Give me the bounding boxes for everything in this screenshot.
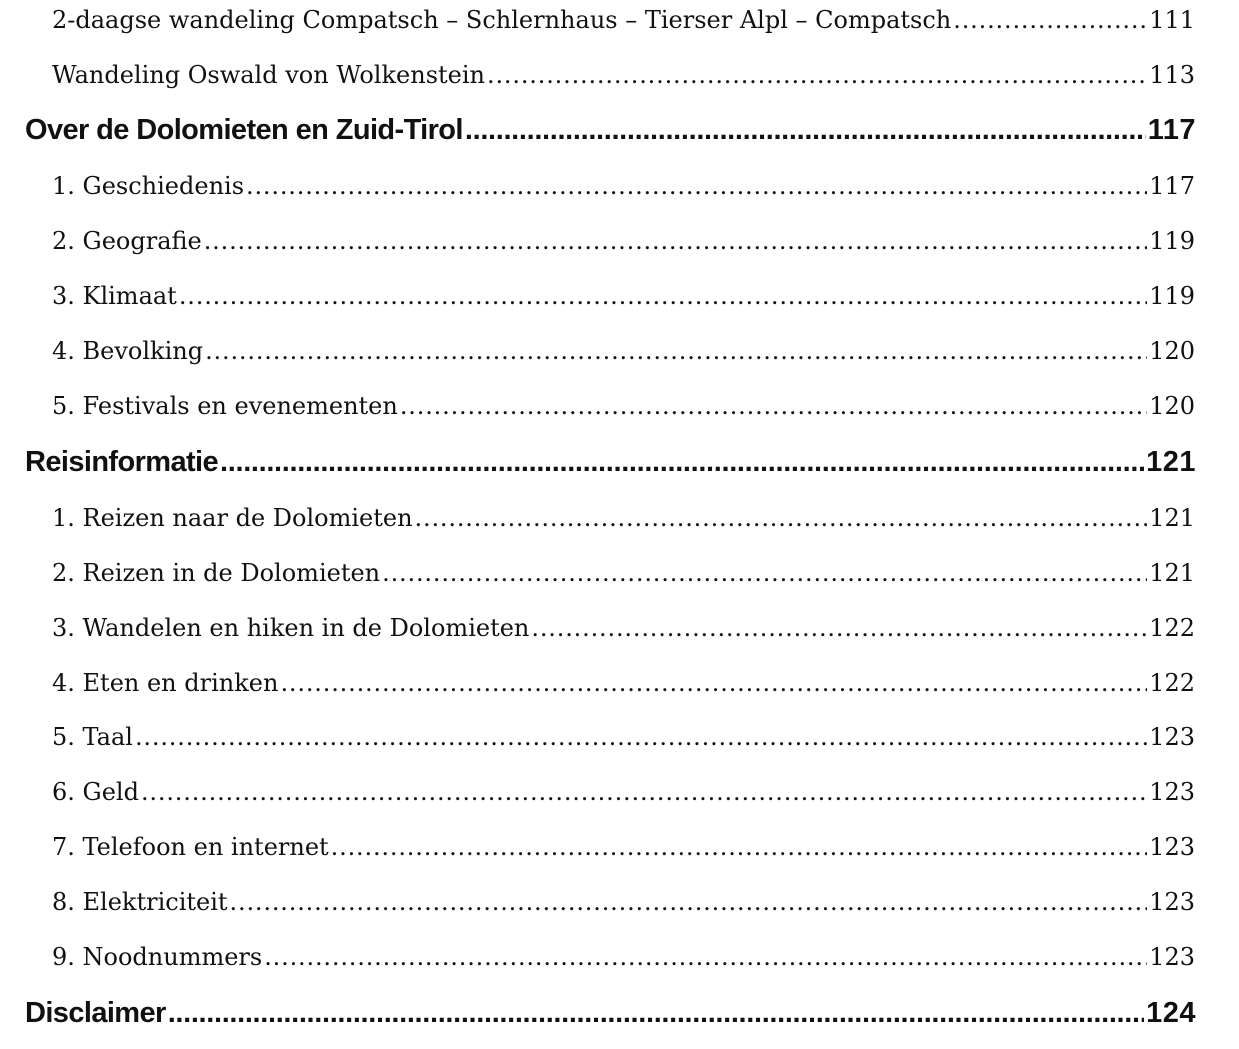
toc-entry-title: 8. Elektriciteit xyxy=(52,888,228,916)
toc-section-title: Over de Dolomieten en Zuid-Tirol xyxy=(25,114,463,146)
toc-entry[interactable] xyxy=(52,392,1195,420)
toc-leader-dots xyxy=(280,669,1147,697)
toc-entry[interactable] xyxy=(52,833,1195,861)
toc-entry[interactable] xyxy=(52,337,1195,365)
toc-leader-dots xyxy=(220,446,1144,479)
toc-entry-page: 122 xyxy=(1149,669,1195,697)
toc-entry-title: 4. Bevolking xyxy=(52,337,204,365)
toc-section-page: 121 xyxy=(1146,446,1196,478)
toc-entry-page: 113 xyxy=(1149,61,1195,89)
toc-entry[interactable] xyxy=(52,778,1195,806)
toc-entry-title: 6. Geld xyxy=(52,778,139,806)
toc-section-title: Disclaimer xyxy=(25,997,166,1029)
toc-entry[interactable] xyxy=(52,61,1195,89)
toc-entry-title: 2. Reizen in de Dolomieten xyxy=(52,559,381,587)
toc-leader-dots xyxy=(953,6,1147,34)
toc-entry[interactable] xyxy=(52,227,1195,255)
toc-leader-dots xyxy=(331,833,1148,861)
toc-entry-title: 1. Geschiedenis xyxy=(52,172,245,200)
toc-leader-dots xyxy=(382,559,1147,587)
toc-leader-dots xyxy=(531,614,1147,642)
toc-leader-dots xyxy=(465,114,1146,147)
toc-leader-dots xyxy=(400,392,1147,420)
toc-leader-dots xyxy=(415,504,1148,532)
toc-leader-dots xyxy=(246,172,1147,200)
toc-entry[interactable] xyxy=(52,614,1195,642)
toc-entry-title: 4. Eten en drinken xyxy=(52,669,279,697)
toc-leader-dots xyxy=(135,723,1147,751)
toc-entry-page: 121 xyxy=(1149,504,1195,532)
toc-entry-page: 123 xyxy=(1149,723,1195,751)
toc-entry-title: Wandeling Oswald von Wolkenstein xyxy=(52,61,485,89)
toc-entry-title: 2. Geografie xyxy=(52,227,202,255)
toc-leader-dots xyxy=(264,943,1147,971)
toc-entry-page: 123 xyxy=(1149,833,1195,861)
toc-entry-title: 3. Klimaat xyxy=(52,282,177,310)
toc-entry-title: 5. Festivals en evenementen xyxy=(52,392,398,420)
toc-leader-dots xyxy=(487,61,1147,89)
toc-entry-page: 121 xyxy=(1149,559,1195,587)
toc-entry[interactable] xyxy=(52,172,1195,200)
toc-entry-page: 119 xyxy=(1149,227,1195,255)
toc-entry[interactable] xyxy=(52,723,1195,751)
toc-leader-dots xyxy=(141,778,1147,806)
toc-entry-title: 3. Wandelen en hiken in de Dolomieten xyxy=(52,614,530,642)
toc-leader-dots xyxy=(230,888,1148,916)
toc-leader-dots xyxy=(179,282,1147,310)
toc-leader-dots xyxy=(168,997,1144,1030)
toc-section-page: 124 xyxy=(1146,997,1196,1029)
toc-entry-page: 117 xyxy=(1149,172,1195,200)
toc-entry-page: 122 xyxy=(1149,614,1195,642)
toc-entry[interactable] xyxy=(52,888,1195,916)
toc-section-entry[interactable] xyxy=(25,114,1196,147)
toc-section-entry[interactable] xyxy=(25,997,1196,1030)
toc-entry[interactable] xyxy=(52,6,1195,34)
toc-entry-page: 120 xyxy=(1149,337,1195,365)
toc-section-title: Reisinformatie xyxy=(25,446,219,478)
toc-entry-page: 120 xyxy=(1149,392,1195,420)
toc-entry-page: 123 xyxy=(1149,943,1195,971)
toc-leader-dots xyxy=(204,227,1147,255)
toc-entry[interactable] xyxy=(52,559,1195,587)
toc-entry-page: 123 xyxy=(1149,888,1195,916)
toc-entry-title: 5. Taal xyxy=(52,723,133,751)
toc-entry-page: 111 xyxy=(1149,6,1195,34)
toc-entry[interactable] xyxy=(52,504,1195,532)
toc-entry-page: 123 xyxy=(1149,778,1195,806)
toc-entry[interactable] xyxy=(52,669,1195,697)
toc-entry-page: 119 xyxy=(1149,282,1195,310)
toc-entry-title: 9. Noodnummers xyxy=(52,943,263,971)
toc-entry-title: 1. Reizen naar de Dolomieten xyxy=(52,504,413,532)
toc-entry-title: 2-daagse wandeling Compatsch – Schlernhaus – Tierser Alpl – Compatsch xyxy=(52,6,952,34)
toc-section-page: 117 xyxy=(1147,114,1196,146)
toc-entry[interactable] xyxy=(52,943,1195,971)
toc-section-entry[interactable] xyxy=(25,446,1196,479)
toc-entry-title: 7. Telefoon en internet xyxy=(52,833,329,861)
toc-entry[interactable] xyxy=(52,282,1195,310)
toc-leader-dots xyxy=(205,337,1147,365)
